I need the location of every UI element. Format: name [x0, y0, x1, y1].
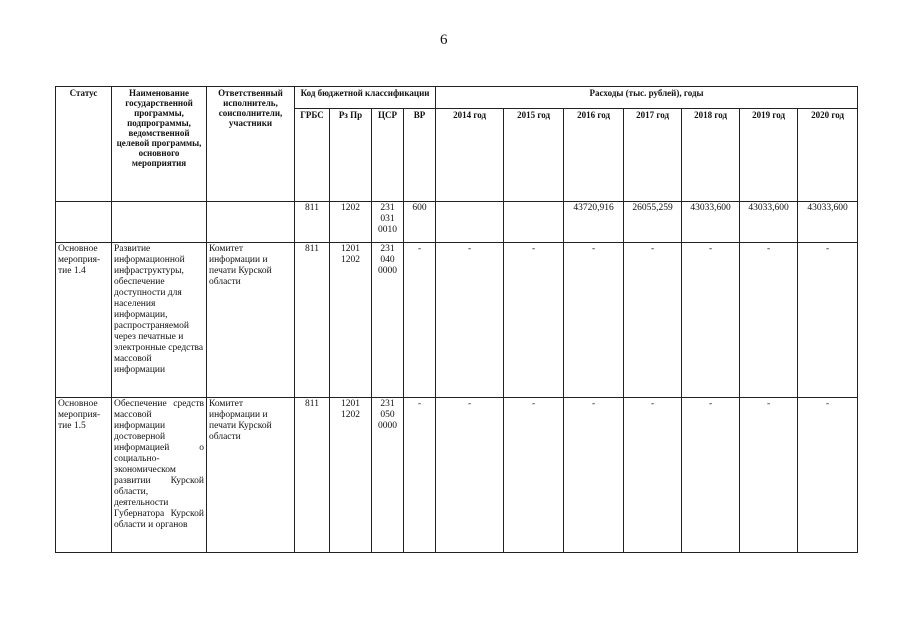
amount-cell	[504, 202, 564, 243]
rzpr-cell: 1202	[330, 202, 372, 243]
name-cell	[112, 202, 207, 243]
name-cell: Обеспечение средств массовой информации достоверной информацией о социально-экономическом развитии Курской области, деятельности Губернатора Курской области и органов	[112, 398, 207, 553]
amount-cell	[436, 202, 504, 243]
grbs-cell: 811	[295, 398, 330, 553]
header-rzpr: Рз Пр	[330, 109, 372, 202]
header-expenses: Расходы (тыс. рублей), годы	[436, 87, 858, 109]
csr-cell: 231 040 0000	[372, 243, 404, 398]
header-grbs: ГРБС	[295, 109, 330, 202]
header-year: 2014 год	[436, 109, 504, 202]
amount-cell: -	[798, 243, 858, 398]
amount-cell: -	[504, 398, 564, 553]
header-year: 2015 год	[504, 109, 564, 202]
rzpr-cell: 1201 1202	[330, 398, 372, 553]
header-status: Статус	[56, 87, 112, 202]
header-name: Наименование государственной программы, подпрограммы, ведомственной целевой программы, основного мероприятия	[112, 87, 207, 202]
amount-cell: 43033,600	[740, 202, 798, 243]
amount-cell: -	[624, 398, 682, 553]
amount-cell: 43720,916	[564, 202, 624, 243]
amount-cell: 43033,600	[798, 202, 858, 243]
rzpr-cell: 1201 1202	[330, 243, 372, 398]
amount-cell: -	[436, 243, 504, 398]
vr-cell: -	[404, 398, 436, 553]
header-year: 2019 год	[740, 109, 798, 202]
header-executor: Ответственный исполнитель, соисполнители, участники	[207, 87, 295, 202]
header-year: 2020 год	[798, 109, 858, 202]
vr-cell: -	[404, 243, 436, 398]
header-year: 2018 год	[682, 109, 740, 202]
amount-cell: -	[564, 243, 624, 398]
amount-cell: -	[798, 398, 858, 553]
amount-cell: 43033,600	[682, 202, 740, 243]
grbs-cell: 811	[295, 243, 330, 398]
table-row	[56, 243, 858, 398]
table-row	[56, 202, 858, 243]
page-number: 6	[440, 32, 448, 48]
amount-cell: -	[740, 398, 798, 553]
budget-table	[55, 86, 858, 553]
executor-cell	[207, 202, 295, 243]
header-csr: ЦСР	[372, 109, 404, 202]
executor-cell: Комитет информации и печати Курской области	[207, 398, 295, 553]
amount-cell: -	[624, 243, 682, 398]
amount-cell: -	[682, 398, 740, 553]
executor-cell: Комитет информации и печати Курской области	[207, 243, 295, 398]
status-cell: Основное мероприя-тие 1.5	[56, 398, 112, 553]
status-cell	[56, 202, 112, 243]
table-row	[56, 398, 858, 553]
name-cell: Развитие информационной инфраструктуры, обеспечение доступности для населения информации, распространяемой через печатные и электронные средства массовой информации	[112, 243, 207, 398]
amount-cell: -	[504, 243, 564, 398]
status-cell: Основное мероприя-тие 1.4	[56, 243, 112, 398]
amount-cell: -	[564, 398, 624, 553]
amount-cell: -	[436, 398, 504, 553]
header-vr: ВР	[404, 109, 436, 202]
amount-cell: 26055,259	[624, 202, 682, 243]
header-budget-code: Код бюджетной классификации	[295, 87, 436, 109]
amount-cell: -	[740, 243, 798, 398]
header-year: 2016 год	[564, 109, 624, 202]
vr-cell: 600	[404, 202, 436, 243]
header-year: 2017 год	[624, 109, 682, 202]
csr-cell: 231 031 0010	[372, 202, 404, 243]
grbs-cell: 811	[295, 202, 330, 243]
amount-cell: -	[682, 243, 740, 398]
csr-cell: 231 050 0000	[372, 398, 404, 553]
